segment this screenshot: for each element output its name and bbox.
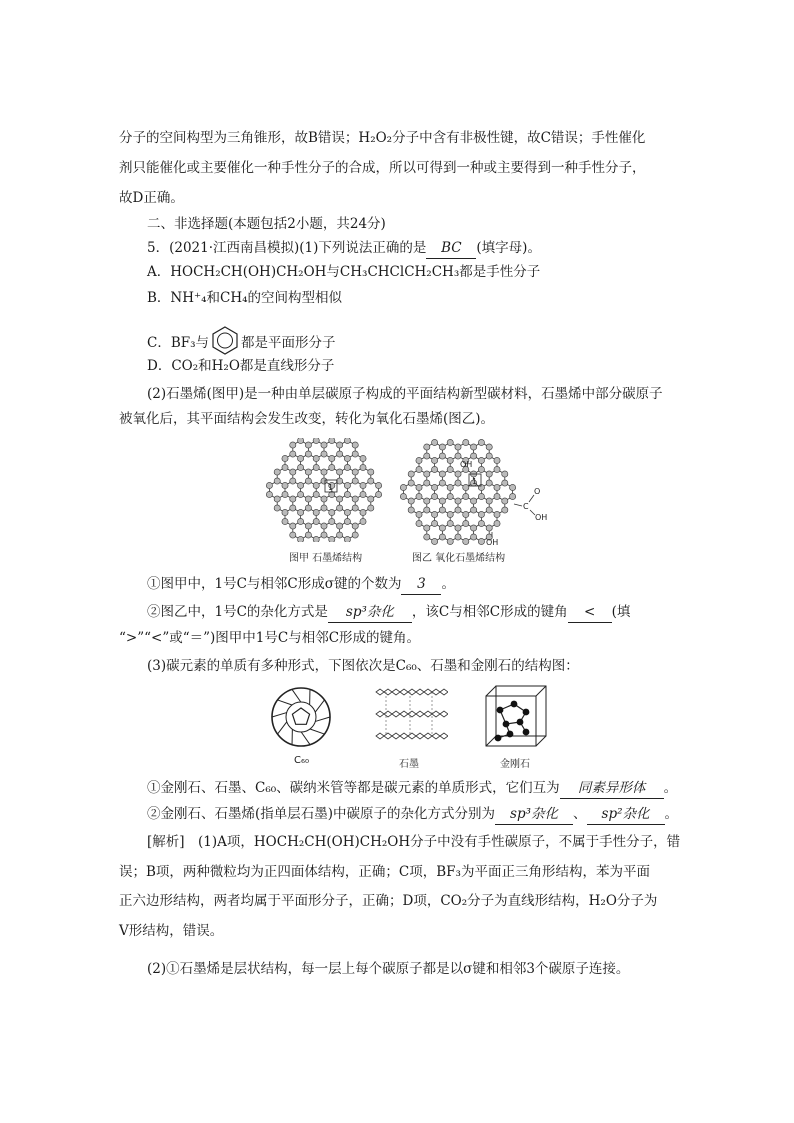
carbon-atom	[368, 505, 374, 511]
carbon-atom	[432, 439, 438, 445]
carbon-atom	[471, 444, 477, 450]
carbon-atom	[360, 455, 366, 461]
part2-line-1: (2)石墨烯(图甲)是一种由单层碳原子构成的平面结构新型碳材料，石墨烯中部分碳原子	[147, 386, 663, 402]
carbonyl-o-label: O	[534, 487, 541, 496]
stem-text-end: (填字母)。	[476, 240, 541, 256]
carbon-atom	[274, 496, 280, 502]
graphite-caption: 石墨	[399, 759, 419, 770]
graphite-layer-hex	[424, 711, 432, 717]
carbon-atom	[352, 442, 358, 448]
carbon-atom	[290, 496, 296, 502]
carbon-atom	[408, 498, 414, 504]
carbon-atom	[329, 455, 335, 461]
graphite-layer-hex	[416, 711, 424, 717]
carbon-atom	[360, 491, 366, 497]
carbon-atom	[432, 484, 438, 490]
diamond-cell-edge	[536, 736, 546, 746]
option-c-text-end: 都是平面形分子	[241, 335, 336, 351]
graphite-layer-hex	[376, 711, 384, 717]
carbon-atom	[478, 439, 484, 445]
graphite-layer-hex	[400, 733, 408, 739]
graphite-layer-hex	[392, 689, 400, 695]
carbon-atom	[298, 518, 304, 524]
carbon-atom	[321, 532, 327, 538]
answer-blank-1: BC	[426, 238, 476, 259]
carbon-atom	[486, 525, 492, 531]
carbon-atom	[360, 509, 366, 515]
carbon-atom	[360, 464, 366, 470]
carbon-atom	[432, 466, 438, 472]
graphite-layer-hex	[424, 733, 432, 739]
carbon-atom	[321, 505, 327, 511]
carbon-atom	[313, 536, 319, 542]
option-d: D．CO₂和H₂O都是直线形分子	[147, 358, 335, 374]
carbon-atom	[305, 478, 311, 484]
carbon-atom	[290, 523, 296, 529]
diamond-atom	[523, 729, 530, 736]
bottom-oh-label: OH	[486, 538, 499, 546]
carbon-atom	[282, 464, 288, 470]
carbon-atom	[455, 525, 461, 531]
graphite-layer-hex	[376, 733, 384, 739]
graphite-layer-hex	[424, 689, 432, 695]
answer-blank-graphene: sp²杂化	[587, 804, 665, 825]
carbon-atom	[321, 496, 327, 502]
analysis-line-1: [解析] (1)A项，HOCH₂CH(OH)CH₂OH分子中没有手性碳原子，不属于手性分子，错	[147, 834, 681, 850]
answer-blank-sigma: 3	[401, 574, 441, 595]
carboxyl-oh-label: OH	[535, 513, 548, 522]
q2-2-cont: “>”“<”或“＝”)图甲中1号C与相邻C形成的键角。	[119, 630, 421, 646]
carbon-atom	[478, 511, 484, 517]
carbon-atom	[416, 511, 422, 517]
graphite-figure	[372, 684, 448, 750]
analysis-cont-line-1: 分子的空间构型为三角锥形，故B错误；H₂O₂分子中含有非极性键，故C错误；手性催化	[119, 130, 646, 146]
carbon-atom	[502, 480, 508, 486]
graphite-layer-hex	[432, 689, 440, 695]
carbon-atom	[447, 457, 453, 463]
q3-2-text: ②金刚石、石墨烯(指单层石墨)中碳原子的杂化方式分别为	[147, 806, 496, 822]
carbon-atom	[282, 491, 288, 497]
graphite-layer-hex	[408, 711, 416, 717]
carbon-atom	[494, 493, 500, 499]
carbon-atom	[400, 493, 406, 499]
carbon-atom	[416, 520, 422, 526]
answer-blank-angle: <	[568, 602, 612, 623]
diamond-atom	[503, 721, 510, 728]
carbon-atom	[368, 478, 374, 484]
carbon-atom	[424, 498, 430, 504]
carbon-atom	[424, 444, 430, 450]
carbon-atom	[298, 482, 304, 488]
carbon-atom	[376, 482, 382, 488]
answer-blank-allotrope: 同素异形体	[560, 778, 664, 799]
carbon-atom	[447, 466, 453, 472]
carbon-atom	[486, 507, 492, 513]
carbon-atom	[305, 532, 311, 538]
carbon-atom	[352, 496, 358, 502]
diamond-atom	[511, 701, 518, 708]
carbon-atom	[424, 525, 430, 531]
c60-caption: C₆₀	[294, 755, 309, 766]
carbon-atom	[313, 509, 319, 515]
carbon-atom	[298, 464, 304, 470]
carbon-atom	[337, 451, 343, 457]
q2-2-text: ②图乙中，1号C的杂化方式是	[147, 604, 328, 620]
graphite-layer-hex	[432, 711, 440, 717]
graphene-oxide-caption: 图乙 氧化石墨烯结构	[412, 553, 506, 564]
graphite-layer-hex	[384, 733, 392, 739]
answer-blank-hybrid: sp³杂化	[328, 602, 412, 623]
carbon-atom	[408, 507, 414, 513]
carbon-atom	[344, 464, 350, 470]
carbon-atom	[463, 520, 469, 526]
carbon-atom	[282, 482, 288, 488]
carbon-atom	[439, 471, 445, 477]
carbon-atom	[352, 469, 358, 475]
carbon-atom	[321, 442, 327, 448]
carbon-atom	[439, 498, 445, 504]
carbon-atom	[424, 507, 430, 513]
carbon-atom	[282, 455, 288, 461]
graphite-layer-hex	[400, 689, 408, 695]
carbon-atom	[463, 538, 469, 544]
carbon-atom	[494, 466, 500, 472]
carbon-atom	[455, 480, 461, 486]
carbon-atom	[305, 442, 311, 448]
carbon-atom	[329, 464, 335, 470]
q2-1-end: 。	[441, 576, 455, 592]
carbon-atom	[471, 507, 477, 513]
carbon-atom	[447, 511, 453, 517]
carbon-atom	[376, 491, 382, 497]
carbon-atom	[329, 509, 335, 515]
carbon-atom	[455, 444, 461, 450]
carbon-atom	[298, 491, 304, 497]
c60-figure	[268, 684, 334, 750]
graphite-layer-hex	[440, 733, 448, 739]
graphite-layer-hex	[408, 689, 416, 695]
oh-label: OH	[460, 460, 473, 469]
carbon-atom	[432, 520, 438, 526]
carbon-atom	[447, 484, 453, 490]
atom-label-1: 1	[472, 477, 478, 486]
diamond-cell-edge	[536, 686, 546, 696]
graphite-layer-hex	[376, 689, 384, 695]
carbon-atom	[424, 480, 430, 486]
carbon-atom	[510, 493, 516, 499]
carbon-atom	[344, 455, 350, 461]
carbon-atom	[337, 442, 343, 448]
carbon-atom	[447, 538, 453, 544]
diamond-caption: 金刚石	[500, 759, 530, 770]
carbon-atom	[290, 505, 296, 511]
carbon-atom	[290, 451, 296, 457]
carbon-atom	[494, 457, 500, 463]
carbon-atom	[290, 532, 296, 538]
carbon-atom	[352, 505, 358, 511]
bond-line	[529, 495, 534, 502]
carbon-atom	[337, 496, 343, 502]
carbon-atom	[439, 525, 445, 531]
carbon-atom	[478, 493, 484, 499]
carbon-atom	[321, 523, 327, 529]
graphite-layer-hex	[392, 711, 400, 717]
question-5-stem	[147, 238, 541, 259]
q3-1-end: 。	[663, 780, 678, 796]
carbon-atom	[416, 466, 422, 472]
carbon-atom	[432, 511, 438, 517]
carbon-atom	[478, 457, 484, 463]
carbon-atom	[337, 505, 343, 511]
carbon-atom	[424, 471, 430, 477]
answer-blank-diamond: sp³杂化	[495, 804, 573, 825]
graphite-layer-hex	[440, 689, 448, 695]
atom-label-1: 1	[328, 483, 334, 492]
carbon-atom	[478, 520, 484, 526]
carbon-atom	[463, 493, 469, 499]
carbon-atom	[486, 453, 492, 459]
carbon-atom	[432, 457, 438, 463]
carbon-atom	[329, 536, 335, 542]
graphite-layer-hex	[408, 733, 416, 739]
carbon-atom	[478, 538, 484, 544]
carbon-atom	[455, 471, 461, 477]
diamond-atom	[523, 709, 530, 716]
carbon-atom	[463, 439, 469, 445]
diamond-atom	[497, 707, 504, 714]
carbon-atom	[455, 498, 461, 504]
carbon-atom	[463, 511, 469, 517]
diamond-cell-edge	[486, 686, 496, 696]
graphene-figure	[262, 438, 392, 542]
carbon-atom	[337, 532, 343, 538]
analysis-cont-line-3: 故D正确。	[119, 190, 184, 206]
q3-1-text: ①金刚石、石墨、C₆₀、碳纳米管等都是碳元素的单质形式，它们互为	[147, 780, 560, 796]
carbon-atom	[408, 480, 414, 486]
graphite-layer-hex	[416, 689, 424, 695]
carbon-atom	[282, 518, 288, 524]
carbon-atom	[344, 518, 350, 524]
carbon-atom	[494, 511, 500, 517]
carbon-atom	[266, 491, 272, 497]
analysis-line-2: 误；B项，两种微粒均为正四面体结构，正确；C项，BF₃为平面正三角形结构，苯为平面	[119, 864, 650, 880]
carbon-atom	[510, 484, 516, 490]
carbon-atom	[424, 453, 430, 459]
carbon-atom	[344, 509, 350, 515]
carbon-atom	[408, 471, 414, 477]
carbon-atom	[439, 534, 445, 540]
carbon-atom	[352, 478, 358, 484]
part3-line: (3)碳元素的单质有多种形式，下图依次是C₆₀、石墨和金刚石的结构图：	[147, 658, 579, 674]
graphite-layer-hex	[440, 711, 448, 717]
carbon-atom	[463, 484, 469, 490]
carbon-atom	[486, 498, 492, 504]
carbon-atom	[313, 482, 319, 488]
carboxyl-c-label: C	[523, 502, 529, 511]
graphite-layer-hex	[392, 733, 400, 739]
carbon-atom	[494, 520, 500, 526]
carbon-atom	[455, 534, 461, 540]
carbon-atom	[344, 536, 350, 542]
section-heading: 二、非选择题(本题包括2小题，共24分)	[147, 216, 386, 232]
carbon-atom	[313, 438, 319, 444]
analysis-line-3: 正六边形结构，两者均属于平面形分子，正确；D项，CO₂分子为直线形结构，H₂O分子为	[119, 893, 658, 909]
c60-outline	[272, 688, 330, 746]
carbon-atom	[416, 493, 422, 499]
carbon-atom	[447, 493, 453, 499]
carbon-atom	[447, 439, 453, 445]
carbon-atom	[321, 451, 327, 457]
graphite-layer-hex	[384, 689, 392, 695]
carbon-atom	[439, 480, 445, 486]
carbon-atom	[282, 509, 288, 515]
carbon-atom	[337, 478, 343, 484]
carbon-atom	[313, 455, 319, 461]
carbon-atom	[290, 469, 296, 475]
carbon-atom	[305, 496, 311, 502]
carbon-atom	[298, 536, 304, 542]
carbon-atom	[352, 523, 358, 529]
carbon-atom	[352, 451, 358, 457]
carbon-atom	[471, 453, 477, 459]
diamond-cell-edge	[486, 736, 496, 746]
option-c	[147, 325, 336, 355]
carbon-atom	[290, 442, 296, 448]
carbon-atom	[447, 520, 453, 526]
carbon-atom	[313, 491, 319, 497]
carbon-atom	[471, 525, 477, 531]
q2-2-text-mid: ，该C与相邻C形成的键角	[411, 604, 568, 620]
carbon-atom	[337, 523, 343, 529]
q3-2	[147, 804, 678, 825]
carbon-atom	[471, 534, 477, 540]
carbon-atom	[439, 444, 445, 450]
carbon-atom	[502, 498, 508, 504]
carbon-atom	[486, 444, 492, 450]
carbon-atom	[313, 518, 319, 524]
carbon-atom	[298, 455, 304, 461]
analysis-line-5: (2)①石墨烯是层状结构，每一层上每个碳原子都是以σ键和相邻3个碳原子连接。	[147, 961, 630, 977]
carbon-atom	[313, 464, 319, 470]
option-b: B．NH⁺₄和CH₄的空间构型相似	[147, 290, 343, 306]
carbon-atom	[494, 484, 500, 490]
bond-line	[514, 504, 522, 506]
carbon-atom	[439, 507, 445, 513]
carbon-atom	[274, 469, 280, 475]
carbon-atom	[266, 482, 272, 488]
carbon-atom	[432, 493, 438, 499]
carbon-atom	[321, 469, 327, 475]
q2-1-text: ①图甲中，1号C与相邻C形成σ键的个数为	[147, 576, 402, 592]
graphite-layer-hex	[432, 733, 440, 739]
graphite-layer-hex	[400, 711, 408, 717]
carbon-atom	[502, 471, 508, 477]
analysis-line-4: V形结构，错误。	[119, 923, 224, 939]
carbon-atom	[305, 469, 311, 475]
carbon-atom	[344, 438, 350, 444]
benzene-ring-icon	[210, 325, 240, 355]
diamond-atom	[507, 731, 514, 738]
carbon-atom	[368, 469, 374, 475]
carbon-atom	[274, 505, 280, 511]
carbon-atom	[298, 438, 304, 444]
carbon-atom	[502, 507, 508, 513]
carbon-atom	[400, 484, 406, 490]
analysis-cont-line-2: 剂只能催化或主要催化一种手性分子的合成，所以可得到一种或主要得到一种手性分子，	[119, 160, 646, 176]
carbon-atom	[424, 534, 430, 540]
carbon-atom	[478, 466, 484, 472]
carbon-atom	[298, 509, 304, 515]
carbon-atom	[455, 453, 461, 459]
carbon-atom	[486, 480, 492, 486]
stem-text: 5．(2021·江西南昌模拟)(1)下列说法正确的是	[147, 240, 427, 256]
carbon-atom	[321, 478, 327, 484]
diamond-figure	[480, 682, 552, 752]
carbon-atom	[305, 505, 311, 511]
graphite-layer-hex	[416, 733, 424, 739]
carbon-atom	[305, 523, 311, 529]
carbon-atom	[439, 453, 445, 459]
graphene-caption: 图甲 石墨烯结构	[289, 553, 363, 564]
q2-2-text-end: (填	[611, 604, 631, 620]
carbon-atom	[352, 532, 358, 538]
carbon-atom	[416, 457, 422, 463]
carbon-atom	[329, 518, 335, 524]
carbon-atom	[274, 478, 280, 484]
option-a: A．HOCH₂CH(OH)CH₂OH与CH₃CHClCH₂CH₃都是手性分子	[147, 264, 541, 280]
q2-2	[147, 602, 630, 623]
carbon-atom	[455, 507, 461, 513]
diamond-atom	[517, 719, 524, 726]
carbon-atom	[486, 471, 492, 477]
carbon-atom	[344, 482, 350, 488]
carbon-atom	[290, 478, 296, 484]
carbon-atom	[360, 482, 366, 488]
q2-1	[147, 574, 455, 595]
option-c-text: C．BF₃与	[147, 335, 210, 351]
carbon-atom	[360, 518, 366, 524]
carbon-atom	[416, 484, 422, 490]
carbon-atom	[432, 538, 438, 544]
part2-line-2: 被氧化后，其平面结构会发生改变，转化为氧化石墨烯(图乙)。	[119, 411, 495, 427]
carbon-atom	[329, 438, 335, 444]
graphite-layer-hex	[384, 711, 392, 717]
q3-2-end: 。	[664, 806, 679, 822]
q3-1	[147, 778, 677, 799]
graphene-oxide-figure	[400, 438, 556, 546]
carbon-atom	[337, 469, 343, 475]
carbon-atom	[368, 496, 374, 502]
carbon-atom	[344, 491, 350, 497]
carbon-atom	[305, 451, 311, 457]
q3-2-sep: 、	[573, 806, 587, 822]
diamond-atom	[495, 735, 502, 742]
carbon-atom	[471, 498, 477, 504]
